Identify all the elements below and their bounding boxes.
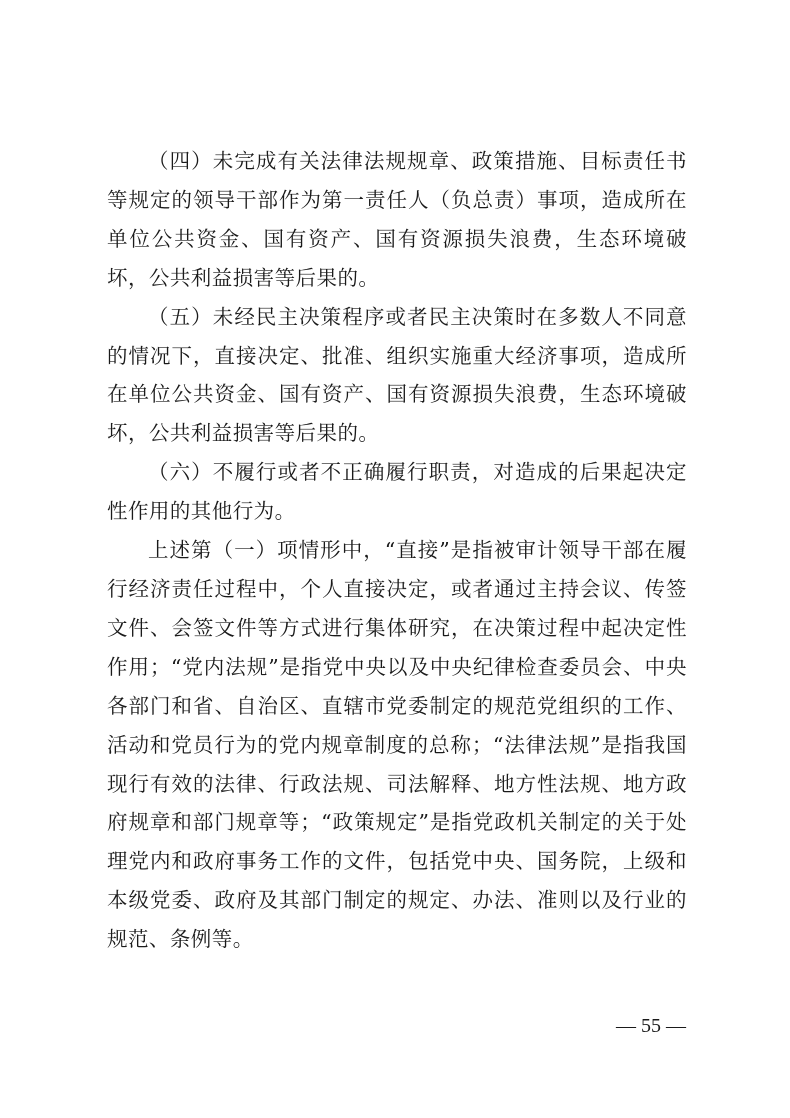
paragraph-item-5: （五）未经民主决策程序或者民主决策时在多数人不同意的情况下，直接决定、批准、组织实施重大经济事项，造成所在单位公共资金、国有资产、国有资源损失浪费，生态环境破坏，公共利益损害等后果的。 xyxy=(107,304,687,446)
page-number: — 55 — xyxy=(616,1015,686,1037)
paragraph-definitions: 上述第（一）项情形中，“直接”是指被审计领导干部在履行经济责任过程中，个人直接决定，或者通过主持会议、传签文件、会签文件等方式进行集体研究，在决策过程中起决定性作用；“党内法规”是指党中央以及中央纪律检查委员会、中央各部门和省、自治区、直辖市党委制定的规范党组织的工作、活动和党员行为的党内规章制度的总称；“法律法规”是指我国现行有效的法律、行政法规、司法解释、地方性法规、地方政府规章和部门规章等；“政策规定”是指党政机关制定的关于处理党内和政府事务工作的文件，包括党中央、国务院，上级和本级党委、政府及其部门制定的规定、办法、准则以及行业的规范、条例等。 xyxy=(107,538,687,952)
paragraph-item-6: （六）不履行或者不正确履行职责，对造成的后果起决定性作用的其他行为。 xyxy=(107,460,687,524)
paragraph-item-4: （四）未完成有关法律法规规章、政策措施、目标责任书等规定的领导干部作为第一责任人（负总责）事项，造成所在单位公共资金、国有资产、国有资源损失浪费，生态环境破坏，公共利益损害等后果的。 xyxy=(107,149,687,290)
body-text xyxy=(107,142,687,959)
